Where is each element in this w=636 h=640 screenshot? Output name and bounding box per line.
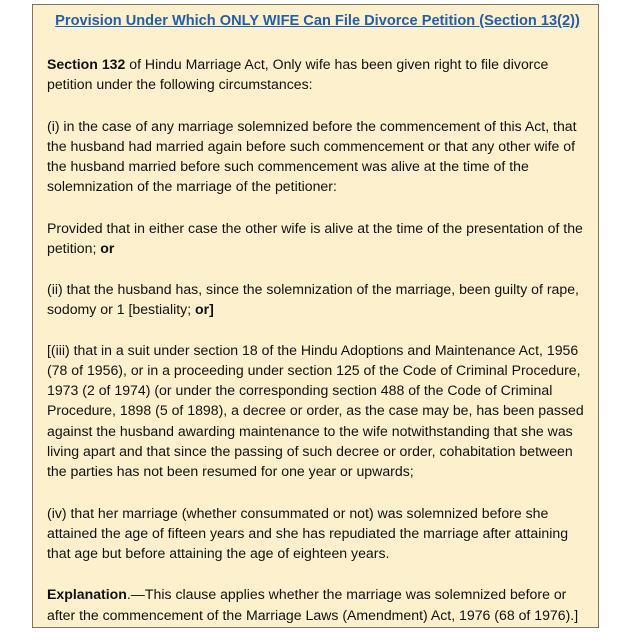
clause-i: (i) in the case of any marriage solemnized before the commencement of this Act, that the husband had married again before such commencement or that any other wife of the husband married before such commencement was alive at the time of the solemnization of the marriage of the petitioner: xyxy=(47,117,577,195)
proviso-text: Provided that in either case the other wife is alive at the time of the presentation of the petition; xyxy=(47,219,583,256)
proviso-or: or xyxy=(100,239,115,256)
clause-ii xyxy=(47,279,588,320)
document-panel xyxy=(32,4,599,628)
explanation-paragraph xyxy=(47,584,588,625)
intro-text: of Hindu Marriage Act, Only wife has been given right to file divorce petition under the following circumstances: xyxy=(47,56,549,93)
clause-iii: [(iii) that in a suit under section 18 of the Hindu Adoptions and Maintenance Act, 1956 (78 of 1956), or in a proceeding under section 125 of the Code of Criminal Procedure, 1973 (2 of 1974) (or under the corresponding section 488 of the Code of Criminal Procedure, 1898 (5 of 1898), a decree or order, as the case may be, has been passed against the husband awarding maintenance to the wife notwithstanding that she was living apart and that since the passing of such decree or order, cohabitation between the parties has not been resumed for one year or upwards; xyxy=(47,341,584,480)
clause-ii-text: (ii) that the husband has, since the solemnization of the marriage, been guilty of rape, sodomy or 1 [bestiality; xyxy=(47,281,579,318)
clause-iv: (iv) that her marriage (whether consummated or not) was solemnized before she attained the age of fifteen years and she has repudiated the marriage after attaining that age but before attaining the age of eighteen years. xyxy=(47,504,569,562)
explanation-label: Explanation xyxy=(47,586,127,603)
explanation-text: .—This clause applies whether the marriage was solemnized before or after the commencement of the Marriage Laws (Amendment) Act, 1976 (68 of 1976).] xyxy=(47,586,579,623)
document-title: Provision Under Which ONLY WIFE Can File Divorce Petition (Section 13(2)) xyxy=(55,13,580,29)
section-reference: Section 132 xyxy=(47,56,126,72)
proviso-paragraph xyxy=(47,218,588,259)
clause-ii-or: or] xyxy=(195,301,214,318)
intro-paragraph xyxy=(47,54,588,95)
